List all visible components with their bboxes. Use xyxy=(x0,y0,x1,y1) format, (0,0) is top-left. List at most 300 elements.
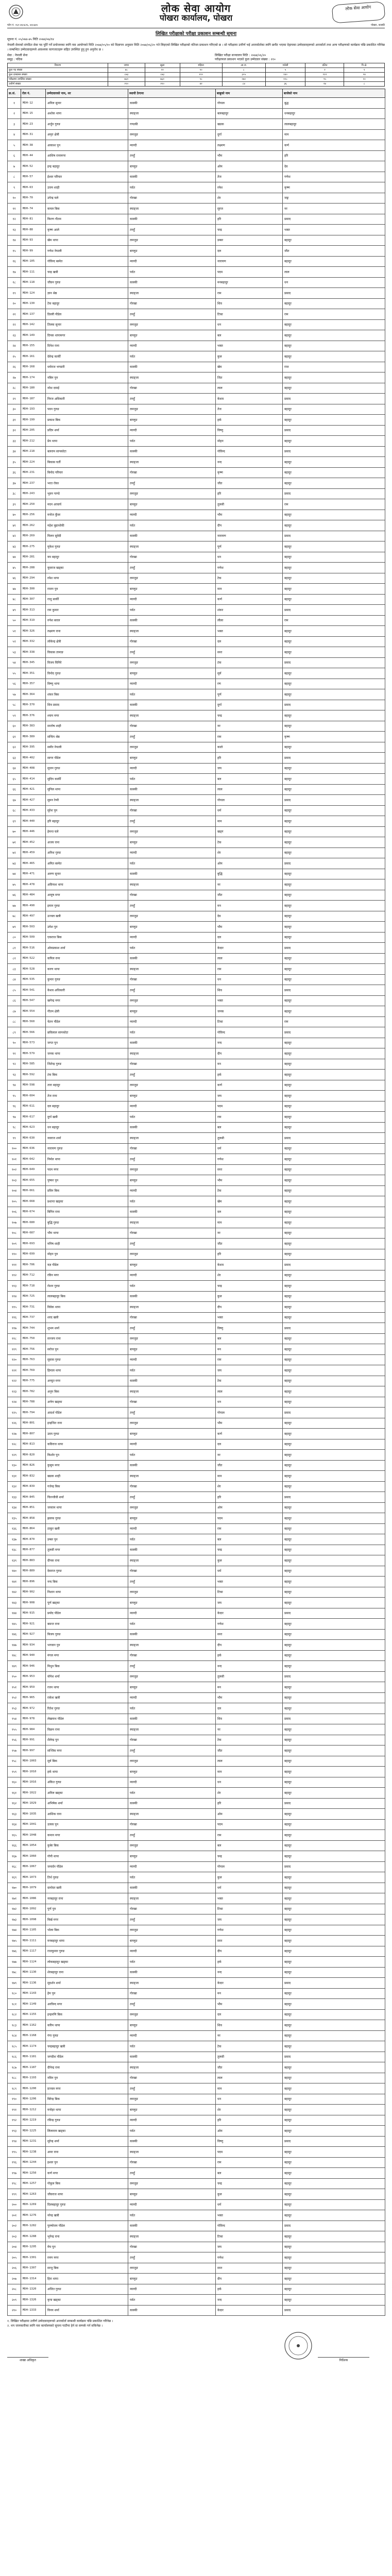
grandfather-name-cell: बहादुर xyxy=(283,1988,385,1999)
grandfather-name-cell: बहादुर xyxy=(283,890,385,901)
grandfather-name-cell: बुद्ध xyxy=(283,98,385,109)
grandfather-name-cell: बहादुर xyxy=(283,1745,385,1756)
father-name-cell: लाल xyxy=(216,953,283,964)
father-name-cell: टिका xyxy=(216,2231,283,2242)
father-name-cell: नन्द xyxy=(216,1038,283,1048)
address-cell: म्याग्दी xyxy=(128,1185,216,1196)
table-row xyxy=(8,1291,385,1302)
address-cell: पर्वत xyxy=(128,1957,216,1968)
address-cell: म्याग्दी xyxy=(128,1608,216,1619)
table-row xyxy=(8,1682,385,1693)
serial-number-cell: ७३ xyxy=(8,858,21,869)
address-cell: लमजुङ xyxy=(128,1164,216,1175)
candidate-name-cell: मनबहादुर थापा xyxy=(46,1936,128,1946)
table-row xyxy=(8,689,385,700)
address-cell: बाग्लुङ xyxy=(128,837,216,848)
candidate-name-cell: नरेश दमाई xyxy=(46,383,128,394)
serial-number-cell: २६ xyxy=(8,362,21,372)
grandfather-name-cell: बहादुर xyxy=(283,1883,385,1893)
roll-number-cell: MDH-984 xyxy=(21,1724,46,1735)
grandfather-name-cell: बहादुर xyxy=(283,879,385,890)
table-row xyxy=(8,594,385,605)
address-cell: गोरखा xyxy=(128,1988,216,1999)
table-row xyxy=(8,1070,385,1080)
grandfather-name-cell: प्रसाद xyxy=(283,394,385,404)
roll-number-cell: MDH-408 xyxy=(21,763,46,774)
candidate-name-cell: प्रदिप शर्मा xyxy=(46,425,128,436)
grandfather-name-cell: प्रसाद xyxy=(283,1492,385,1503)
father-name-cell: मन xyxy=(216,1059,283,1070)
father-name-cell: नर xyxy=(216,1450,283,1461)
candidate-name-cell: मनिष शाही xyxy=(46,1239,128,1249)
roll-number-cell: MDH-972 xyxy=(21,1703,46,1714)
grandfather-name-cell: बहादुर xyxy=(283,2083,385,2094)
serial-number-cell: १६५ xyxy=(8,1830,21,1841)
vacancy-cell: २४ xyxy=(305,82,344,87)
table-row xyxy=(8,129,385,140)
candidate-name-cell: उत्सव पुन xyxy=(46,1819,128,1830)
address-cell: पर्वत xyxy=(128,2041,216,2052)
candidate-name-cell: गौतम क्षेत्री xyxy=(46,1006,128,1017)
table-row xyxy=(8,1048,385,1059)
candidate-header-cell: स्थायी ठेगाना xyxy=(128,89,216,98)
serial-number-cell: ८३ xyxy=(8,964,21,975)
candidate-name-cell: उत्तम शाही xyxy=(46,182,128,193)
address-cell: लमजुङ xyxy=(128,657,216,668)
candidate-name-cell: हेम पुन xyxy=(46,1988,128,1999)
table-row xyxy=(8,710,385,721)
roll-number-cell: MDH-737 xyxy=(21,1312,46,1323)
grandfather-name-cell: बहादुर xyxy=(283,1840,385,1851)
vacancy-cell: ८ xyxy=(344,82,385,87)
address-cell: कास्की xyxy=(128,1291,216,1302)
candidate-name-cell: विनय शर्मा xyxy=(46,2305,128,2316)
candidate-name-cell: शिव प्रसाद xyxy=(46,700,128,710)
table-row xyxy=(8,1661,385,1672)
serial-number-cell: ६० xyxy=(8,721,21,732)
roll-number-cell: MDH-775 xyxy=(21,1376,46,1386)
roll-number-cell: MDH-1174 xyxy=(21,2041,46,2052)
candidate-name-cell: मंगल मगर xyxy=(46,1650,128,1661)
candidate-name-cell: राजन पुन xyxy=(46,584,128,595)
roll-number-cell: MDH-642 xyxy=(21,1154,46,1165)
roll-number-cell: MDH-820 xyxy=(21,1450,46,1461)
father-name-cell: हर्क xyxy=(216,1957,283,1968)
address-cell: गोरखा xyxy=(128,1228,216,1239)
serial-number-cell: ९७ xyxy=(8,1112,21,1123)
address-cell: म्याग्दी xyxy=(128,140,216,151)
candidate-name-cell: पूर्ण खड्का xyxy=(46,1598,128,1608)
roll-number-cell: MDH-1149 xyxy=(21,1999,46,2010)
grandfather-name-cell: बहादुर xyxy=(283,1164,385,1175)
roll-number-cell: MDH-801 xyxy=(21,1418,46,1429)
grandfather-name-cell: प्रसाद xyxy=(283,753,385,764)
address-cell: तनहुँ xyxy=(128,901,216,911)
vacancy-row xyxy=(8,68,385,73)
serial-number-cell: १९५ xyxy=(8,2147,21,2158)
service-label: सेवा : नेपाली सेना xyxy=(7,54,28,57)
contact-left: फोन नं. ०६१-४६५६२६, ४६५६७५ xyxy=(7,24,38,27)
table-row xyxy=(8,1650,385,1661)
serial-number-cell: १५२ xyxy=(8,1692,21,1703)
serial-number-cell: १२२ xyxy=(8,1376,21,1386)
roll-number-cell: MDH-281 xyxy=(21,552,46,563)
roll-number-cell: MDH-915 xyxy=(21,1608,46,1619)
father-name-cell: भीम xyxy=(216,922,283,933)
address-cell: गोरखा xyxy=(128,2157,216,2168)
address-cell: पर्वत xyxy=(128,1450,216,1461)
grandfather-name-cell: प्रसाद xyxy=(283,1861,385,1872)
grandfather-name-cell: जङ्ग xyxy=(283,193,385,204)
address-cell: गोरखा xyxy=(128,1481,216,1492)
table-row xyxy=(8,1365,385,1376)
address-cell: तनहुँ xyxy=(128,563,216,573)
serial-number-cell: १०५ xyxy=(8,1196,21,1207)
serial-number-cell: ७ xyxy=(8,161,21,172)
candidate-name-cell: करण थापा xyxy=(46,964,128,975)
candidate-name-cell: कर्ण मगर xyxy=(46,2168,128,2179)
candidate-name-cell: आशिष रानामगर xyxy=(46,150,128,161)
table-row xyxy=(8,2052,385,2062)
roll-number-cell: MDH-168 xyxy=(21,362,46,372)
grandfather-name-cell: बहादुर xyxy=(283,964,385,975)
address-cell: पर्वत xyxy=(128,774,216,785)
grandfather-name-cell: प्रसाद xyxy=(283,657,385,668)
candidate-name-cell: गोपी थापा xyxy=(46,1851,128,1862)
candidate-name-cell: श्याम मगर xyxy=(46,710,128,721)
grandfather-name-cell: बहादुर xyxy=(283,552,385,563)
grandfather-name-cell: बहादुर xyxy=(283,763,385,774)
roll-number-cell: MDH-427 xyxy=(21,795,46,806)
table-row xyxy=(8,795,385,806)
father-name-cell: कर्ण xyxy=(216,1429,283,1439)
table-row xyxy=(8,1376,385,1386)
father-name-cell: सुर्य xyxy=(216,668,283,679)
address-cell: कास्की xyxy=(128,953,216,964)
grandfather-name-cell: बहादुर xyxy=(283,1196,385,1207)
roll-number-cell: MDH-674 xyxy=(21,1207,46,1217)
address-cell: पर्वत xyxy=(128,1281,216,1292)
roll-number-cell: MDH-845 xyxy=(21,1492,46,1503)
serial-number-cell: १२९ xyxy=(8,1450,21,1461)
father-name-cell: राम xyxy=(216,1830,283,1841)
serial-number-cell: १४० xyxy=(8,1566,21,1577)
father-name-cell: नर xyxy=(216,721,283,732)
candidate-name-cell: गणेश नेपाली xyxy=(46,246,128,257)
address-cell: लमजुङ xyxy=(128,2094,216,2105)
address-cell: स्याङ्जा xyxy=(128,2147,216,2158)
serial-number-cell: ११७ xyxy=(8,1323,21,1334)
grandfather-name-cell: बहादुर xyxy=(283,1555,385,1566)
candidate-name-cell: सञ्जय राना xyxy=(46,1333,128,1344)
grandfather-name-cell: बहादुर xyxy=(283,1513,385,1524)
candidate-name-cell: सुर्य बिक xyxy=(46,1756,128,1767)
grandfather-name-cell: प्रसाद xyxy=(283,985,385,996)
address-cell: स्याङ्जा xyxy=(128,457,216,468)
table-row xyxy=(8,953,385,964)
table-row xyxy=(8,1523,385,1534)
serial-number-cell: १२८ xyxy=(8,1439,21,1450)
address-cell: स्याङ्जा xyxy=(128,795,216,806)
address-cell: लमजुङ xyxy=(128,1840,216,1851)
address-cell: लमजुङ xyxy=(128,573,216,584)
grandfather-name-cell: बहादुर xyxy=(283,2020,385,2031)
father-name-cell: राम xyxy=(216,288,283,299)
grandfather-name-cell: बहादुर xyxy=(283,1185,385,1196)
result-note: परीक्षाफल प्रकाशन भएको कुल उम्मेदवार संख्या : २१० xyxy=(215,58,276,61)
grandfather-name-cell: बहादुर xyxy=(283,1080,385,1091)
father-name-cell: चन्द्र xyxy=(216,1851,283,1862)
father-name-cell: गणेश xyxy=(216,1154,283,1165)
table-row xyxy=(8,246,385,257)
serial-number-cell: १८० xyxy=(8,1988,21,1999)
roll-number-cell: MDH-864 xyxy=(21,1523,46,1534)
table-row xyxy=(8,1239,385,1249)
table-row xyxy=(8,478,385,489)
serial-number-cell: १२३ xyxy=(8,1386,21,1397)
address-cell: तनहुँ xyxy=(128,1323,216,1334)
father-name-cell: कुल xyxy=(216,1291,283,1302)
table-row xyxy=(8,1872,385,1883)
address-cell: बाग्लुङ xyxy=(128,161,216,172)
address-cell: स्याङ्जा xyxy=(128,1893,216,1904)
serial-number-cell: ८५ xyxy=(8,985,21,996)
serial-number-cell: ४४ xyxy=(8,552,21,563)
address-cell: पर्वत xyxy=(128,1027,216,1038)
serial-number-cell: १८८ xyxy=(8,2073,21,2083)
table-row xyxy=(8,964,385,975)
serial-number-cell: २३ xyxy=(8,330,21,341)
serial-number-cell: २० xyxy=(8,298,21,309)
father-name-cell: भीम xyxy=(216,150,283,161)
grandfather-name-cell: बहादुर xyxy=(283,1598,385,1608)
serial-number-cell: १६१ xyxy=(8,1788,21,1799)
serial-number-cell: ७२ xyxy=(8,848,21,858)
grandfather-name-cell: बहादुर xyxy=(283,869,385,879)
grandfather-name-cell: बहादुर xyxy=(283,1619,385,1630)
table-row xyxy=(8,816,385,827)
roll-number-cell: MDH-1016 xyxy=(21,1777,46,1788)
grandfather-name-cell: बहादुर xyxy=(283,2189,385,2200)
roll-number-cell: MDH-889 xyxy=(21,1566,46,1577)
roll-number-cell: MDH-205 xyxy=(21,425,46,436)
table-row xyxy=(8,1059,385,1070)
father-name-cell: जीत xyxy=(216,478,283,489)
table-row xyxy=(8,182,385,193)
grandfather-name-cell: बहादुर xyxy=(283,1481,385,1492)
grandfather-name-cell: बहादुर xyxy=(283,467,385,478)
table-row xyxy=(8,605,385,616)
roll-number-cell: MDH-1086 xyxy=(21,1893,46,1904)
roll-number-cell: MDH-699 xyxy=(21,1249,46,1260)
serial-number-cell: १६२ xyxy=(8,1798,21,1809)
roll-number-cell: MDH-1206 xyxy=(21,2094,46,2105)
father-name-cell: बल xyxy=(216,1333,283,1344)
candidate-name-cell: टंक बिक xyxy=(46,1070,128,1080)
serial-number-cell: १८ xyxy=(8,277,21,288)
candidate-name-cell: शैलेन्द्र पुन xyxy=(46,1735,128,1745)
grandfather-name-cell: बहादुर xyxy=(283,742,385,753)
vacancy-table xyxy=(7,63,385,87)
serial-number-cell: १८३ xyxy=(8,2020,21,2031)
table-row xyxy=(8,2126,385,2137)
roll-number-cell: MDH-706 xyxy=(21,1260,46,1270)
address-cell: गोरखा xyxy=(128,805,216,816)
table-row xyxy=(8,1460,385,1471)
roll-number-cell: MDH-655 xyxy=(21,1175,46,1186)
grandfather-name-cell: प्रसाद xyxy=(283,1027,385,1038)
serial-number-cell: २२ xyxy=(8,319,21,330)
address-cell: म्याग्दी xyxy=(128,1439,216,1450)
candidate-name-cell: देवराज गुरुङ xyxy=(46,1566,128,1577)
roll-number-cell: MDH-218 xyxy=(21,446,46,457)
table-row xyxy=(8,2030,385,2041)
table-row xyxy=(8,1164,385,1175)
table-row xyxy=(8,341,385,351)
grandfather-name-cell: प्रसाद xyxy=(283,1978,385,1989)
father-name-cell: धन xyxy=(216,319,283,330)
table-row xyxy=(8,1988,385,1999)
address-cell: कास्की xyxy=(128,784,216,795)
father-name-cell: केशव xyxy=(216,1260,283,1270)
roll-number-cell: MDH-1162 xyxy=(21,2020,46,2031)
grandfather-name-cell: प्रसाद xyxy=(283,488,385,499)
grandfather-name-cell: बहादुर xyxy=(283,341,385,351)
table-row xyxy=(8,1577,385,1587)
address-cell: तनहुँ xyxy=(128,2168,216,2179)
serial-number-cell: ८८ xyxy=(8,1016,21,1027)
candidate-name-cell: ईश्वर परियार xyxy=(46,172,128,182)
roll-number-cell: MDH-592 xyxy=(21,1070,46,1080)
roll-number-cell: MDH-484 xyxy=(21,890,46,901)
address-cell: म्याग्दी xyxy=(128,2030,216,2041)
address-cell: बाग्लुङ xyxy=(128,415,216,426)
father-name-cell: भीम xyxy=(216,510,283,520)
father-name-cell: डम्बर xyxy=(216,235,283,246)
father-name-cell: दीप xyxy=(216,1946,283,1957)
candidate-name-cell: आदर्श पौडेल xyxy=(46,1408,128,1418)
father-name-cell: चन्द्र xyxy=(216,2178,283,2189)
candidate-name-cell: बिर्ख मगर xyxy=(46,1914,128,1925)
father-name-cell: गणेश xyxy=(216,563,283,573)
serial-number-cell: १८९ xyxy=(8,2083,21,2094)
grandfather-name-cell: प्रसाद xyxy=(283,2221,385,2231)
table-row xyxy=(8,2305,385,2316)
address-cell: स्याङ्जा xyxy=(128,1555,216,1566)
grandfather-name-cell: बहादुर xyxy=(283,1893,385,1904)
grandfather-name-cell: बहादुर xyxy=(283,1217,385,1228)
father-name-cell: दल xyxy=(216,932,283,943)
candidate-name-cell: योगेश शर्मा xyxy=(46,1671,128,1682)
grandfather-name-cell: बहादुर xyxy=(283,2178,385,2189)
candidate-name-cell: मनोज कुँवर xyxy=(46,510,128,520)
address-cell: कास्की xyxy=(128,1460,216,1471)
vacancy-cell: २ xyxy=(305,68,344,73)
address-cell: गोरखा xyxy=(128,974,216,985)
serial-number-cell: १५७ xyxy=(8,1745,21,1756)
father-name-cell: जीत xyxy=(216,1239,283,1249)
grandfather-name-cell: बहादुर xyxy=(283,1312,385,1323)
father-name-cell: धर्म xyxy=(216,2199,283,2210)
address-cell: कास्की xyxy=(128,2136,216,2147)
grandfather-name-cell: बहादुर xyxy=(283,901,385,911)
father-name-cell: टिका xyxy=(216,309,283,320)
serial-number-cell: १९ xyxy=(8,288,21,299)
vacancy-cell: उत्तीर्ण संख्या xyxy=(8,82,108,87)
roll-number-cell: MDH-1231 xyxy=(21,2136,46,2147)
table-row xyxy=(8,362,385,372)
address-cell: तनहुँ xyxy=(128,1577,216,1587)
table-row xyxy=(8,1851,385,1862)
roll-number-cell: MDH-105 xyxy=(21,256,46,267)
father-name-cell: हर्क xyxy=(216,415,283,426)
serial-number-cell: ७१ xyxy=(8,837,21,848)
serial-number-cell: ४६ xyxy=(8,573,21,584)
father-name-cell: धन xyxy=(216,1397,283,1408)
address-cell: म्याग्दी xyxy=(128,1270,216,1281)
candidate-name-cell: हेमन्त घले xyxy=(46,826,128,837)
grandfather-name-cell: बहादुर xyxy=(283,1365,385,1376)
table-row xyxy=(8,2199,385,2210)
vacancy-header-cell: जम्मा xyxy=(108,63,145,68)
address-cell: बाग्लुङ xyxy=(128,1260,216,1270)
father-name-cell: मनबहादुर xyxy=(216,277,283,288)
candidate-name-cell: मेघ पुन xyxy=(46,2242,128,2252)
candidate-name-cell: राकेश खत्री xyxy=(46,1692,128,1703)
father-name-cell: तुलसी xyxy=(216,1133,283,1144)
vacancy-cell: ४८ xyxy=(108,68,145,73)
vacancy-cell: २० xyxy=(344,77,385,82)
table-row xyxy=(8,2147,385,2158)
serial-number-cell: ९० xyxy=(8,1038,21,1048)
father-name-cell: चन्द्र xyxy=(216,1281,283,1292)
father-name-cell: ओम xyxy=(216,1502,283,1513)
note-2: २. थप जानकारीका लागि यस कार्यालयको सूचना पाटीमा हेर्न वा सम्पर्क गर्न सकिनेछ । xyxy=(7,2324,103,2328)
table-row xyxy=(8,108,385,119)
candidate-name-cell: टेक बहादुर xyxy=(46,298,128,309)
grandfather-name-cell: बहादुर xyxy=(283,922,385,933)
address-cell: कास्की xyxy=(128,1883,216,1893)
roll-number-cell: MDH-52 xyxy=(21,161,46,172)
candidate-name-cell: सुदर्शन शर्मा xyxy=(46,1978,128,1989)
grandfather-name-cell: राज xyxy=(283,362,385,372)
address-cell: कास्की xyxy=(128,172,216,182)
grandfather-name-cell: प्रसाद xyxy=(283,531,385,541)
serial-number-cell: १०२ xyxy=(8,1164,21,1175)
candidate-name-cell: अनुप बिक xyxy=(46,1386,128,1397)
table-row xyxy=(8,1006,385,1017)
address-cell: कास्की xyxy=(128,214,216,225)
candidate-name-cell: रमण मगर xyxy=(46,2252,128,2263)
candidate-name-cell: धन बहादुर xyxy=(46,1122,128,1133)
org-block xyxy=(7,3,385,23)
roll-number-cell: MDH-471 xyxy=(21,869,46,879)
grandfather-name-cell: प्रसाद xyxy=(283,425,385,436)
candidate-name-cell: सन्जु बिक xyxy=(46,2263,128,2274)
table-row xyxy=(8,879,385,890)
roll-number-cell: MDH-1187 xyxy=(21,2062,46,2073)
grandfather-name-cell: बहादुर xyxy=(283,1502,385,1513)
grandfather-name-cell: बहादुर xyxy=(283,1925,385,1936)
address-cell: बाग्लुङ xyxy=(128,584,216,595)
serial-number-cell: १९० xyxy=(8,2094,21,2105)
grandfather-name-cell: बहादुर xyxy=(283,1640,385,1651)
roll-number-cell: MDH-1098 xyxy=(21,1914,46,1925)
roll-number-cell: MDH-137 xyxy=(21,309,46,320)
table-row xyxy=(8,415,385,426)
serial-number-cell: १७१ xyxy=(8,1893,21,1904)
roll-number-cell: MDH-70 xyxy=(21,193,46,204)
